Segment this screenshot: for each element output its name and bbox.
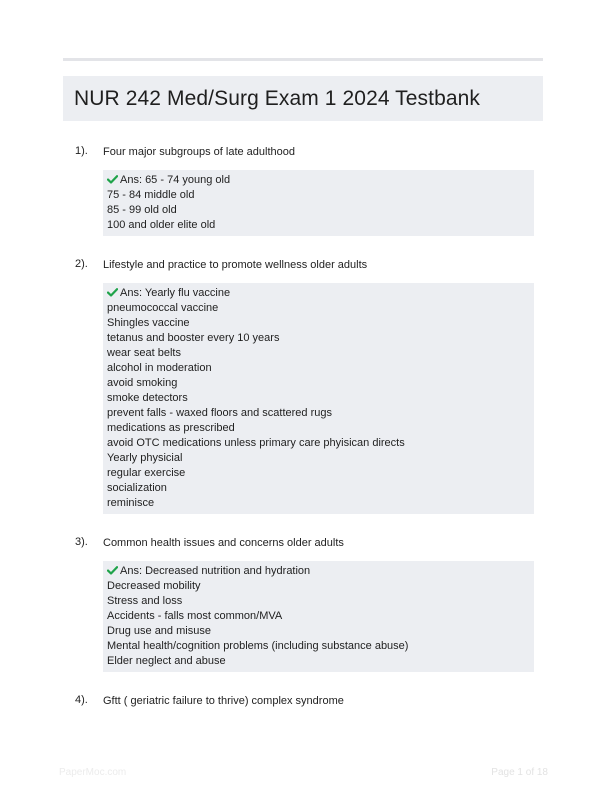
question-text: Gftt ( geriatric failure to thrive) complex syndrome bbox=[103, 695, 344, 707]
answer-line: avoid smoking bbox=[107, 377, 178, 389]
answer-line: wear seat belts bbox=[107, 347, 181, 359]
answer-line: medications as prescribed bbox=[107, 422, 235, 434]
question-number: 1). bbox=[75, 145, 88, 157]
answer-line: socialization bbox=[107, 482, 167, 494]
page-indicator: Page 1 of 18 bbox=[491, 767, 548, 778]
answer-line bbox=[107, 286, 530, 301]
answer-line: Shingles vaccine bbox=[107, 317, 190, 329]
top-divider bbox=[63, 58, 543, 61]
answer-line: Elder neglect and abuse bbox=[107, 655, 226, 667]
answer-line: reminisce bbox=[107, 497, 155, 509]
answer-line: Decreased mobility bbox=[107, 580, 201, 592]
question-text: Lifestyle and practice to promote wellness older adults bbox=[103, 259, 368, 271]
answer-text: Ans: 65 - 74 young old bbox=[120, 174, 231, 186]
answer-line: avoid OTC medications unless primary care phyisican directs bbox=[107, 437, 405, 449]
answer-line: 75 - 84 middle old bbox=[107, 189, 195, 201]
answer-line: Mental health/cognition problems (including substance abuse) bbox=[107, 640, 409, 652]
answer-box bbox=[103, 170, 534, 236]
title-banner bbox=[63, 76, 543, 121]
answer-line bbox=[107, 173, 530, 188]
answer-box bbox=[103, 561, 534, 672]
answer-line: alcohol in moderation bbox=[107, 362, 212, 374]
footer-watermark: PaperMoc.com bbox=[59, 767, 127, 778]
page-title: NUR 242 Med/Surg Exam 1 2024 Testbank bbox=[74, 86, 481, 110]
answer-line bbox=[107, 564, 530, 579]
answer-line: Yearly physicial bbox=[107, 452, 183, 464]
question-text: Four major subgroups of late adulthood bbox=[103, 146, 296, 158]
answer-line: tetanus and booster every 10 years bbox=[107, 332, 280, 344]
question-number: 2). bbox=[75, 258, 88, 270]
check-icon bbox=[107, 566, 118, 575]
answer-line: regular exercise bbox=[107, 467, 186, 479]
answer-line: smoke detectors bbox=[107, 392, 188, 404]
answer-line: prevent falls - waxed floors and scattered rugs bbox=[107, 407, 333, 419]
check-icon bbox=[107, 175, 118, 184]
question-number: 4). bbox=[75, 694, 88, 706]
question-number: 3). bbox=[75, 536, 88, 548]
answer-text: Ans: Yearly flu vaccine bbox=[120, 287, 231, 299]
check-icon bbox=[107, 288, 118, 297]
answer-line: pneumococcal vaccine bbox=[107, 302, 219, 314]
answer-line: Accidents - falls most common/MVA bbox=[107, 610, 283, 622]
answer-line: 100 and older elite old bbox=[107, 219, 216, 231]
answer-line: 85 - 99 old old bbox=[107, 204, 177, 216]
answer-line: Drug use and misuse bbox=[107, 625, 211, 637]
answer-line: Stress and loss bbox=[107, 595, 183, 607]
answer-box bbox=[103, 283, 534, 514]
question-text: Common health issues and concerns older adults bbox=[103, 537, 344, 549]
answer-text: Ans: Decreased nutrition and hydration bbox=[120, 565, 311, 577]
